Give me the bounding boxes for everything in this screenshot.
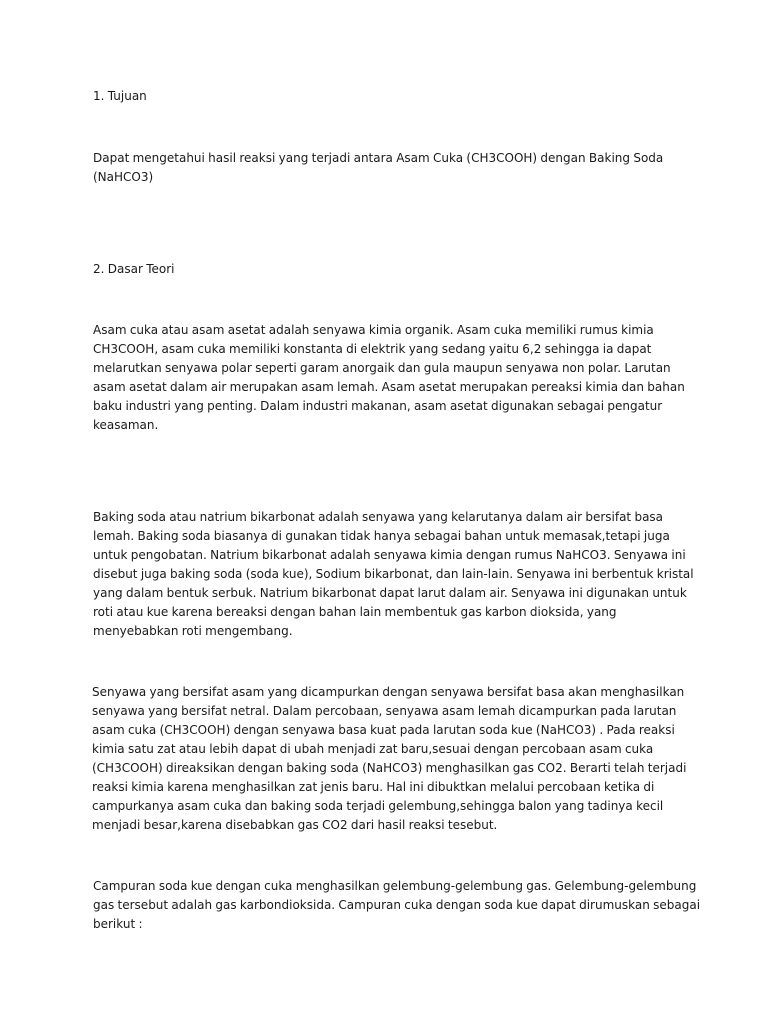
text-line: baku industri yang penting. Dalam industri makanan, asam asetat digunakan sebagai pengatur: [93, 399, 663, 413]
text-line: roti atau kue karena bereaksi dengan bahan lain membentuk gas karbon dioksida, yang: [93, 605, 617, 619]
text-line: Senyawa yang bersifat asam yang dicampurkan dengan senyawa bersifat basa akan menghasilkan: [92, 685, 685, 699]
section-heading-dasar-teori: [93, 260, 683, 279]
text-line: CH3COOH, asam cuka memiliki konstanta di elektrik yang sedang yaitu 6,2 sehingga ia dapat: [93, 342, 652, 356]
paragraph-baking-soda: [93, 508, 694, 641]
paragraph-campuran: [93, 877, 701, 934]
text-line: keasaman.: [93, 418, 159, 432]
text-line: berikut :: [93, 917, 143, 931]
text-line: asam asetat dalam air merupakan asam lemah. Asam asetat merupakan pereaksi kimia dan bahan: [93, 380, 685, 394]
tujuan-paragraph: [93, 149, 683, 187]
text-line: senyawa yang bersifat netral. Dalam percobaan, senyawa asam lemah dicampurkan pada larutan: [92, 704, 677, 718]
text-line: menyebabkan roti mengembang.: [93, 624, 293, 638]
text-line: asam cuka (CH3COOH) dengan senyawa basa kuat pada larutan soda kue (NaHCO3) . Pada reaksi: [92, 723, 675, 737]
text-line: melarutkan senyawa polar seperti garam anorgaik dan gula maupun senyawa non polar. Larutan: [93, 361, 671, 375]
text-line: disebut juga baking soda (soda kue), Sodium bikarbonat, dan lain-lain. Senyawa ini berbentuk kristal: [93, 567, 694, 581]
text-line: campurkanya asam cuka dan baking soda terjadi gelembung,sehingga balon yang tadinya kecil: [92, 799, 664, 813]
text-line: (CH3COOH) direaksikan dengan baking soda (NaHCO3) menghasilkan gas CO2. Berarti telah terjadi: [92, 761, 687, 775]
text-line: menjadi besar,karena disebabkan gas CO2 dari hasil reaksi tesebut.: [92, 818, 498, 832]
paragraph-asam-cuka: [93, 321, 683, 435]
text-line: Dapat mengetahui hasil reaksi yang terjadi antara Asam Cuka (CH3COOH) dengan Baking Soda: [93, 151, 664, 165]
text-line: Asam cuka atau asam asetat adalah senyawa kimia organik. Asam cuka memiliki rumus kimia: [93, 323, 654, 337]
text-line: kimia satu zat atau lebih dapat di ubah menjadi zat baru,sesuai dengan percobaan asam cuka: [92, 742, 654, 756]
text-line: untuk pengobatan. Natrium bikarbonat adalah senyawa kimia dengan rumus NaHCO3. Senyawa ini: [93, 548, 686, 562]
text-line: reaksi kimia karena menghasilkan zat jenis baru. Hal ini dibuktkan melalui percobaan ketika di: [92, 780, 655, 794]
text-line: gas tersebut adalah gas karbondioksida. Campuran cuka dengan soda kue dapat dirumuskan sebagai: [93, 898, 701, 912]
heading-text: 1. Tujuan: [93, 89, 147, 103]
text-line: Baking soda atau natrium bikarbonat adalah senyawa yang kelarutanya dalam air bersifat basa: [93, 510, 664, 524]
text-line: Campuran soda kue dengan cuka menghasilkan gelembung-gelembung gas. Gelembung-gelembung: [93, 879, 697, 893]
text-line: (NaHCO3): [93, 170, 154, 184]
section-heading-tujuan: [93, 87, 683, 106]
paragraph-reaksi: [92, 683, 687, 835]
text-line: lemah. Baking soda biasanya di gunakan tidak hanya sebagai bahan untuk memasak,tetapi juga: [93, 529, 670, 543]
text-line: yang dalam bentuk serbuk. Natrium bikarbonat dapat larut dalam air. Senyawa ini digunakan untuk: [93, 586, 687, 600]
heading-text: 2. Dasar Teori: [93, 262, 175, 276]
